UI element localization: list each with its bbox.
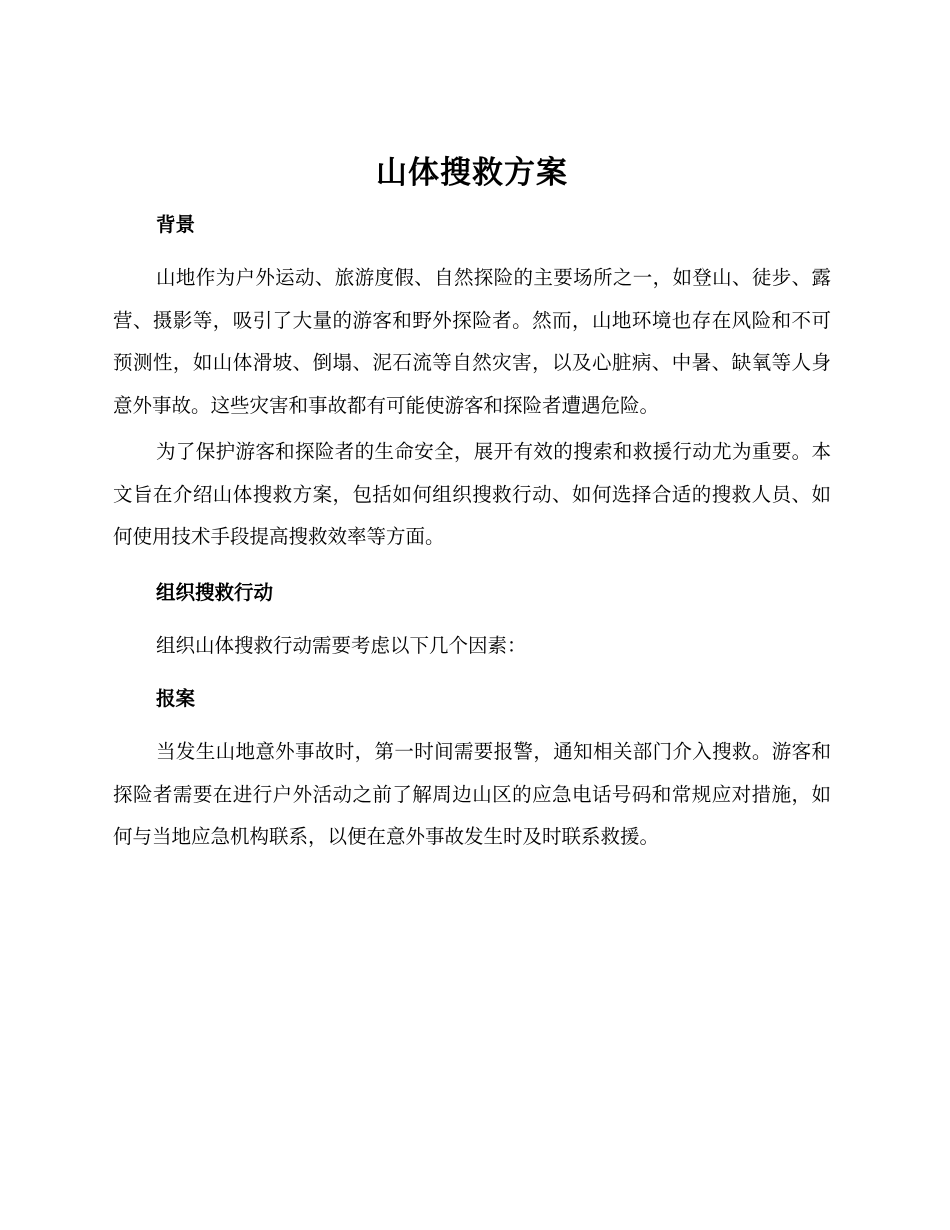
- section-heading-background: 背景: [156, 213, 196, 236]
- paragraph-report-1: 当发生山地意外事故时，第一时间需要报警，通知相关部门介入搜救。游客和探险者需要在进行户外活动之前了解周边山区的应急电话号码和常规应对措施，如何与当地应急机构联系，以便在意外事故发生时及时联系救援。: [113, 740, 831, 848]
- document-title: 山体搜救方案: [376, 155, 568, 191]
- spacer: [113, 719, 831, 731]
- section-heading-report: 报案: [156, 687, 196, 710]
- spacer: [113, 245, 831, 257]
- section-heading-organize: 组织搜救行动: [156, 580, 274, 604]
- spacer: [113, 613, 831, 625]
- paragraph-background-2: 为了保护游客和探险者的生命安全，展开有效的搜索和救援行动尤为重要。本文旨在介绍山体搜救方案，包括如何组织搜救行动、如何选择合适的搜救人员、如何使用技术手段提高搜救效率等方面。: [113, 440, 831, 548]
- spacer: [113, 667, 831, 679]
- document-page: [113, 145, 831, 859]
- paragraph-background-1: 山地作为户外运动、旅游度假、自然探险的主要场所之一，如登山、徒步、露营、摄影等，吸引了大量的游客和野外探险者。然而，山地环境也存在风险和不可预测性，如山体滑坡、倒塌、泥石流等自然灾害，以及心脏病、中暑、缺氧等人身意外事故。这些灾害和事故都有可能使游客和探险者遭遇危险。: [113, 266, 831, 417]
- spacer: [113, 559, 831, 573]
- paragraph-organize-1: 组织山体搜救行动需要考虑以下几个因素：: [156, 633, 527, 657]
